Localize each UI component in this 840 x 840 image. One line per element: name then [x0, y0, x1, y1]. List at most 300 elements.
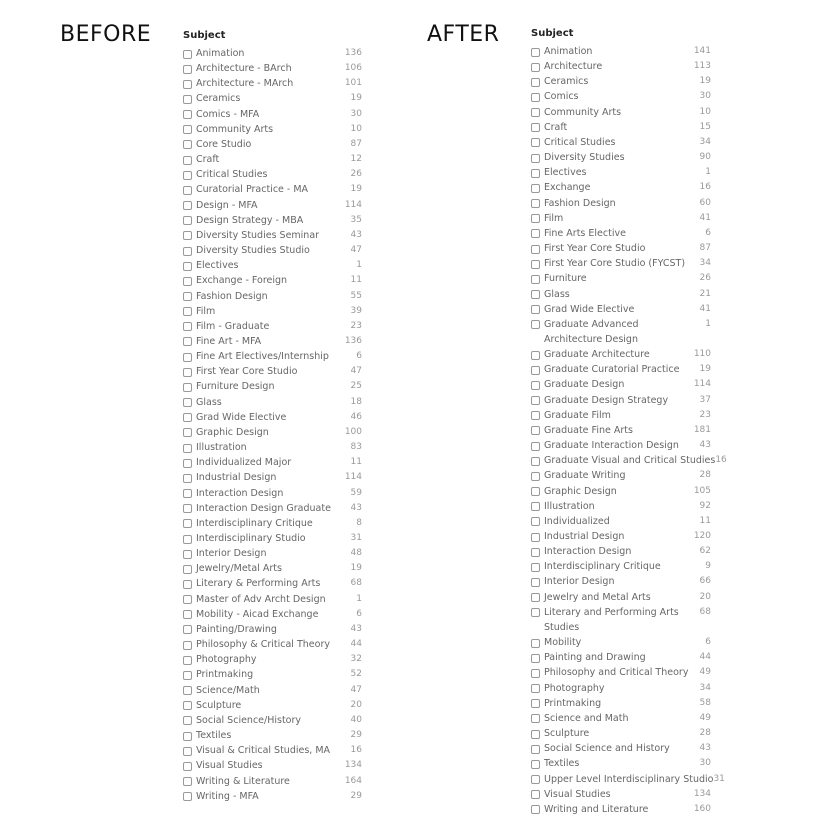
subject-option[interactable] [531, 393, 711, 408]
subject-option-count: 18 [350, 396, 362, 407]
subject-option[interactable] [183, 273, 362, 288]
subject-option-count: 20 [350, 699, 362, 710]
subject-option-count: 134 [693, 788, 711, 799]
subject-option-label: Animation [544, 46, 593, 57]
subject-option[interactable] [183, 607, 362, 622]
checkbox[interactable] [183, 307, 192, 316]
subject-option-label: Visual Studies [196, 760, 263, 772]
subject-option-count: 164 [344, 775, 362, 786]
subject-option[interactable] [183, 516, 362, 531]
checkbox[interactable] [531, 442, 540, 451]
subject-option[interactable] [531, 635, 711, 650]
checkbox[interactable] [531, 593, 540, 602]
subject-option[interactable] [183, 470, 362, 485]
subject-option-count: 31 [350, 533, 362, 543]
checkbox[interactable] [183, 656, 192, 665]
subject-option-label: Interior Design [196, 548, 267, 560]
subject-option-label: Interaction Design Graduate [196, 502, 331, 514]
checkbox[interactable] [183, 50, 192, 59]
subject-option[interactable] [531, 44, 711, 59]
checkbox[interactable] [531, 78, 540, 87]
checkbox[interactable] [531, 699, 540, 708]
subject-option-count: 52 [350, 669, 362, 680]
subject-option[interactable] [531, 772, 725, 787]
subject-option-count: 1 [356, 260, 362, 271]
checkbox[interactable] [183, 201, 192, 210]
subject-option-count: 9 [705, 561, 711, 572]
subject-option-label: Graduate Design Strategy [544, 394, 669, 406]
checkbox[interactable] [531, 245, 540, 254]
subject-option-label: Printmaking [544, 697, 602, 709]
checkbox[interactable] [183, 186, 192, 195]
subject-option-label: First Year Core Studio (FYCST) [544, 258, 686, 270]
subject-option-label: Community Arts [196, 123, 274, 135]
checkbox[interactable] [531, 320, 540, 329]
subject-option-count: 30 [699, 91, 711, 102]
subject-option[interactable] [531, 59, 711, 74]
subject-option-label: Exchange - Foreign [196, 275, 288, 287]
subject-option-label: Philosophy & Critical Theory [196, 639, 330, 651]
checkbox[interactable] [183, 686, 192, 695]
subject-option[interactable] [531, 484, 711, 499]
checkbox[interactable] [183, 95, 192, 104]
subject-option-count: 35 [350, 214, 362, 225]
checkbox[interactable] [531, 457, 540, 466]
subject-option-count: 30 [350, 108, 362, 119]
checkbox[interactable] [183, 216, 192, 225]
checkbox[interactable] [531, 411, 540, 420]
checkbox[interactable] [531, 275, 540, 284]
checkbox[interactable] [183, 262, 192, 271]
subject-option[interactable] [531, 287, 711, 302]
subject-option[interactable] [531, 499, 711, 514]
subject-option-label: Design - MFA [196, 199, 258, 211]
subject-option[interactable] [531, 453, 727, 468]
subject-option-label: Critical Studies [544, 136, 616, 148]
subject-option[interactable] [531, 271, 711, 286]
subject-option-label: Interdisciplinary Critique [196, 517, 313, 529]
subject-option[interactable] [531, 317, 711, 347]
checkbox[interactable] [531, 790, 540, 799]
subject-option[interactable] [531, 89, 711, 104]
checkbox[interactable] [183, 535, 192, 544]
subject-option-label: Science/Math [196, 684, 260, 696]
subject-option-label: Core Studio [196, 138, 252, 150]
subject-option[interactable] [183, 728, 362, 743]
subject-option[interactable] [531, 468, 711, 483]
subject-option[interactable] [183, 561, 362, 576]
checkbox[interactable] [183, 625, 192, 634]
subject-option-label: Animation [196, 48, 245, 59]
checkbox[interactable] [531, 639, 540, 648]
subject-option[interactable] [183, 379, 362, 394]
subject-option[interactable] [531, 681, 711, 696]
subject-option[interactable] [531, 574, 711, 589]
subject-option-label: Painting/Drawing [196, 623, 277, 635]
checkbox[interactable] [531, 669, 540, 678]
checkbox[interactable] [183, 792, 192, 801]
subject-option[interactable] [183, 213, 362, 228]
checkbox[interactable] [183, 732, 192, 741]
checkbox[interactable] [183, 671, 192, 680]
subject-option[interactable] [531, 741, 711, 756]
subject-option[interactable] [183, 440, 362, 455]
subject-option[interactable] [531, 544, 711, 559]
checkbox[interactable] [531, 169, 540, 178]
checkbox[interactable] [183, 156, 192, 165]
checkbox[interactable] [531, 214, 540, 223]
subject-option-count: 19 [350, 184, 362, 195]
subject-option-label: Sculpture [544, 728, 590, 740]
subject-option-count: 29 [350, 790, 362, 801]
checkbox[interactable] [531, 366, 540, 375]
subject-option[interactable] [183, 137, 362, 152]
subject-option[interactable] [531, 105, 711, 120]
subject-option-count: 6 [356, 608, 362, 619]
subject-option[interactable] [531, 408, 711, 423]
subject-option[interactable] [183, 395, 362, 410]
checkbox[interactable] [531, 48, 540, 57]
subject-option-count: 43 [350, 502, 362, 513]
subject-option[interactable] [531, 120, 711, 135]
checkbox[interactable] [531, 487, 540, 496]
subject-option-label: Social Science and History [544, 743, 670, 755]
subject-option[interactable] [183, 576, 362, 591]
checkbox[interactable] [183, 444, 192, 453]
before-subject-filter [183, 30, 362, 804]
subject-option-count: 66 [699, 576, 711, 587]
subject-option[interactable] [183, 364, 362, 379]
checkbox[interactable] [531, 517, 540, 526]
checkbox[interactable] [183, 247, 192, 256]
subject-option[interactable] [183, 243, 362, 258]
subject-option-count: 15 [699, 121, 711, 132]
subject-option-count: 28 [699, 470, 711, 481]
subject-option[interactable] [531, 196, 711, 211]
checkbox[interactable] [531, 199, 540, 208]
subject-option-label: Ceramics [196, 93, 241, 105]
subject-option[interactable] [183, 349, 362, 364]
subject-option-count: 114 [344, 472, 362, 483]
checkbox[interactable] [183, 701, 192, 710]
subject-option-count: 47 [350, 366, 362, 377]
checkbox[interactable] [531, 108, 540, 117]
checkbox[interactable] [183, 428, 192, 437]
subject-option[interactable] [183, 652, 362, 667]
subject-option[interactable] [531, 514, 711, 529]
subject-option-count: 31 [713, 773, 725, 784]
checkbox[interactable] [183, 322, 192, 331]
subject-option[interactable] [183, 152, 362, 167]
subject-option-label: First Year Core Studio [544, 243, 646, 255]
subject-option-label: Furniture [544, 273, 587, 285]
subject-option-count: 8 [356, 517, 362, 528]
checkbox[interactable] [183, 353, 192, 362]
subject-option[interactable] [183, 774, 362, 789]
subject-option-count: 1 [705, 318, 711, 329]
subject-option-label: Fine Arts Elective [544, 227, 626, 239]
subject-option-label: Literary & Performing Arts [196, 578, 321, 590]
subject-option[interactable] [183, 713, 362, 728]
checkbox[interactable] [531, 775, 540, 784]
subject-option[interactable] [183, 622, 362, 637]
subject-option-label: Graduate Architecture [544, 349, 650, 361]
checkbox[interactable] [531, 154, 540, 163]
subject-option[interactable] [183, 455, 362, 470]
subject-option[interactable] [531, 74, 711, 89]
subject-option-count: 49 [699, 712, 711, 723]
subject-option[interactable] [183, 258, 362, 273]
checkbox[interactable] [183, 504, 192, 513]
checkbox[interactable] [183, 580, 192, 589]
subject-option-count: 160 [693, 803, 711, 814]
subject-option[interactable] [531, 211, 711, 226]
subject-option[interactable] [183, 122, 362, 137]
subject-option[interactable] [531, 787, 711, 802]
subject-option-count: 120 [693, 531, 711, 542]
subject-option-label: Grad Wide Elective [196, 411, 287, 423]
checkbox[interactable] [531, 714, 540, 723]
subject-option[interactable] [531, 256, 711, 271]
subject-option[interactable] [183, 228, 362, 243]
subject-option[interactable] [531, 226, 711, 241]
checkbox[interactable] [183, 459, 192, 468]
subject-option[interactable] [183, 531, 362, 546]
checkbox[interactable] [531, 123, 540, 132]
checkbox[interactable] [183, 80, 192, 89]
subject-option[interactable] [183, 410, 362, 425]
subject-option[interactable] [531, 302, 711, 317]
checkbox[interactable] [183, 519, 192, 528]
checkbox[interactable] [531, 138, 540, 147]
subject-list [183, 46, 362, 804]
checkbox[interactable] [183, 565, 192, 574]
subject-option[interactable] [183, 289, 362, 304]
subject-option-label: Upper Level Interdisciplinary Studio [544, 773, 714, 785]
checkbox[interactable] [183, 762, 192, 771]
subject-option-label: Science and Math [544, 712, 629, 724]
subject-option-count: 48 [350, 548, 362, 559]
subject-option[interactable] [531, 559, 711, 574]
subject-option[interactable] [183, 107, 362, 122]
checkbox[interactable] [531, 229, 540, 238]
subject-option-count: 26 [699, 273, 711, 284]
subject-list [531, 44, 727, 817]
subject-option[interactable] [183, 334, 362, 349]
subject-option[interactable] [183, 501, 362, 516]
subject-option-count: 19 [699, 76, 711, 87]
subject-option[interactable] [183, 592, 362, 607]
subject-option-count: 46 [350, 411, 362, 422]
subject-option-label: Textiles [196, 730, 232, 742]
checkbox[interactable] [183, 716, 192, 725]
subject-option-count: 6 [356, 351, 362, 362]
subject-option-label: Jewelry and Metal Arts [544, 591, 651, 603]
checkbox[interactable] [531, 351, 540, 360]
subject-option[interactable] [183, 61, 362, 76]
checkbox[interactable] [531, 730, 540, 739]
subject-option-label: Film [196, 305, 216, 317]
subject-option-label: Electives [196, 260, 239, 272]
subject-option-label: Graduate Design [544, 379, 625, 391]
checkbox[interactable] [183, 474, 192, 483]
subject-option[interactable] [183, 319, 362, 334]
subject-option[interactable] [531, 665, 711, 680]
subject-option[interactable] [183, 91, 362, 106]
subject-option-count: 39 [350, 305, 362, 316]
subject-option[interactable] [531, 590, 711, 605]
checkbox[interactable] [531, 260, 540, 269]
subject-option-label: Interior Design [544, 576, 615, 588]
checkbox[interactable] [183, 292, 192, 301]
checkbox[interactable] [531, 563, 540, 572]
checkbox[interactable] [183, 747, 192, 756]
subject-option[interactable] [183, 789, 362, 804]
checkbox[interactable] [531, 381, 540, 390]
subject-option[interactable] [531, 150, 711, 165]
checkbox[interactable] [183, 125, 192, 134]
subject-option[interactable] [531, 347, 711, 362]
checkbox[interactable] [531, 93, 540, 102]
subject-option[interactable] [183, 198, 362, 213]
subject-option-label: Illustration [196, 442, 247, 454]
subject-option-label: Graduate Fine Arts [544, 424, 633, 436]
checkbox[interactable] [183, 398, 192, 407]
checkbox[interactable] [531, 578, 540, 587]
subject-option-count: 87 [699, 243, 711, 254]
subject-option[interactable] [183, 637, 362, 652]
checkbox[interactable] [183, 277, 192, 286]
subject-option-count: 43 [350, 229, 362, 240]
checkbox[interactable] [531, 396, 540, 405]
subject-option[interactable] [183, 667, 362, 682]
subject-option[interactable] [183, 698, 362, 713]
subject-option-label: Diversity Studies Studio [196, 245, 310, 257]
checkbox[interactable] [183, 110, 192, 119]
checkbox[interactable] [531, 608, 540, 617]
subject-option[interactable] [531, 423, 711, 438]
checkbox[interactable] [183, 231, 192, 240]
subject-option-label: Painting and Drawing [544, 652, 646, 664]
subject-option[interactable] [183, 46, 362, 61]
subject-option-count: 58 [699, 697, 711, 708]
subject-option-count: 12 [350, 154, 362, 165]
subject-option[interactable] [183, 486, 362, 501]
subject-option-label: Curatorial Practice - MA [196, 184, 309, 196]
subject-option-count: 100 [344, 426, 362, 437]
subject-option[interactable] [531, 241, 711, 256]
checkbox[interactable] [183, 595, 192, 604]
checkbox[interactable] [183, 140, 192, 149]
checkbox[interactable] [531, 654, 540, 663]
subject-option[interactable] [531, 135, 711, 150]
checkbox[interactable] [183, 65, 192, 74]
subject-option-label: Graduate Advanced Architecture Design [544, 318, 639, 345]
subject-option-label: Community Arts [544, 106, 622, 118]
subject-option-label: Fashion Design [544, 197, 616, 209]
checkbox[interactable] [183, 337, 192, 346]
checkbox[interactable] [183, 413, 192, 422]
checkbox[interactable] [183, 610, 192, 619]
checkbox[interactable] [183, 641, 192, 650]
subject-option-label: Exchange [544, 182, 591, 194]
checkbox[interactable] [531, 426, 540, 435]
subject-option[interactable] [531, 377, 711, 392]
subject-option[interactable] [531, 529, 711, 544]
subject-option[interactable] [531, 696, 711, 711]
subject-option[interactable] [531, 605, 711, 635]
subject-option-label: Diversity Studies [544, 152, 625, 164]
subject-option[interactable] [531, 711, 711, 726]
subject-option-count: 105 [693, 485, 711, 496]
subject-option-label: Graduate Curatorial Practice [544, 364, 680, 376]
subject-option-label: First Year Core Studio [196, 366, 298, 378]
checkbox[interactable] [183, 368, 192, 377]
subject-option[interactable] [531, 362, 711, 377]
checkbox[interactable] [531, 684, 540, 693]
checkbox[interactable] [531, 63, 540, 72]
subject-option[interactable] [531, 756, 711, 771]
subject-option-count: 181 [693, 424, 711, 435]
checkbox[interactable] [183, 550, 192, 559]
checkbox[interactable] [183, 171, 192, 180]
subject-option-label: Philosophy and Critical Theory [544, 667, 689, 679]
checkbox[interactable] [183, 383, 192, 392]
subject-option-count: 11 [350, 275, 362, 286]
checkbox[interactable] [531, 305, 540, 314]
subject-option-label: Fine Art - MFA [196, 335, 262, 347]
subject-option[interactable] [183, 683, 362, 698]
subject-option[interactable] [531, 726, 711, 741]
subject-option-label: Graphic Design [544, 485, 617, 497]
checkbox[interactable] [531, 548, 540, 557]
checkbox[interactable] [531, 745, 540, 754]
subject-option-label: Fine Art Electives/Internship [196, 351, 329, 363]
subject-option[interactable] [531, 650, 711, 665]
subject-option[interactable] [183, 743, 362, 758]
checkbox[interactable] [531, 290, 540, 299]
subject-option-label: Individualized [544, 515, 610, 527]
subject-option-label: Furniture Design [196, 381, 275, 393]
subject-option-count: 134 [344, 760, 362, 771]
subject-option[interactable] [183, 167, 362, 182]
subject-option[interactable] [531, 165, 711, 180]
subject-option[interactable] [531, 180, 711, 195]
subject-option[interactable] [183, 76, 362, 91]
subject-option[interactable] [183, 425, 362, 440]
subject-option[interactable] [531, 438, 711, 453]
subject-option[interactable] [183, 758, 362, 773]
checkbox[interactable] [183, 489, 192, 498]
subject-option-count: 1 [356, 593, 362, 604]
subject-option-count: 6 [705, 227, 711, 238]
subject-heading: Subject [531, 28, 574, 39]
checkbox[interactable] [531, 472, 540, 481]
checkbox[interactable] [531, 184, 540, 193]
subject-option-label: Critical Studies [196, 169, 268, 181]
subject-option[interactable] [183, 304, 362, 319]
subject-option[interactable] [183, 546, 362, 561]
checkbox[interactable] [531, 760, 540, 769]
subject-option-label: Printmaking [196, 669, 254, 681]
checkbox[interactable] [183, 777, 192, 786]
subject-option-count: 106 [344, 63, 362, 74]
subject-option[interactable] [183, 182, 362, 197]
checkbox[interactable] [531, 502, 540, 511]
checkbox[interactable] [531, 805, 540, 814]
checkbox[interactable] [531, 533, 540, 542]
subject-option[interactable] [531, 802, 711, 817]
